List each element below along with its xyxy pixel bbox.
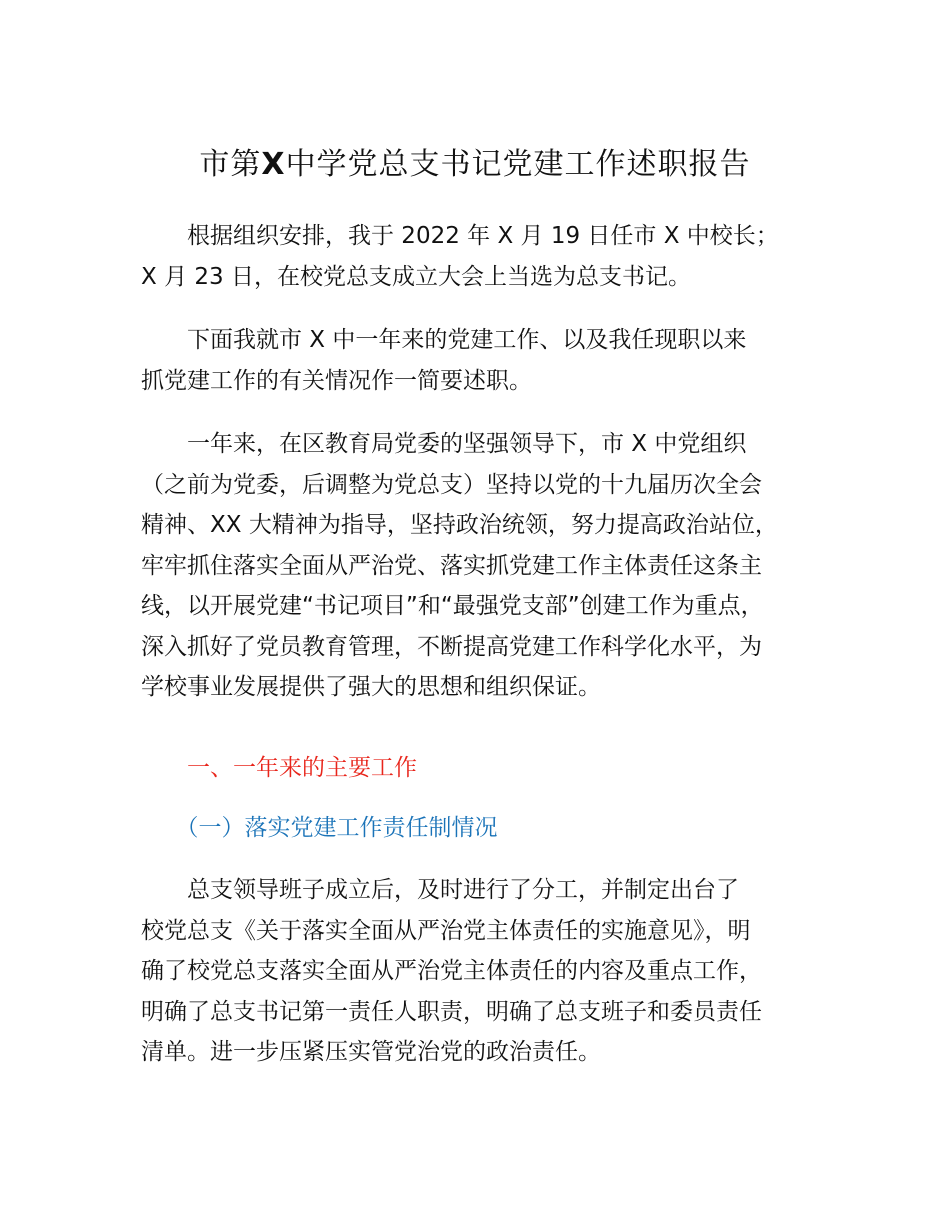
title-prefix: 市第 (199, 147, 262, 182)
paragraph-appointment: 根据组织安排，我于 2022 年 X 月 19 日任市 X 中校长； X 月 23 日，在校党总支成立大会上当选为总支书记。 (141, 223, 779, 290)
section-heading-1: 一、一年来的主要工作 (141, 755, 417, 781)
paragraph-responsibility: 总支领导班子成立后，及时进行了分工，并制定出台了 校党总支《关于落实全面从严治党主体责任的实施意见》，明 确了校党总支落实全面从严治党主体责任的内容及重点工作， 明确了总支书记第一责任人职责，明确了总支班子和委员责任 清单。进一步压紧压实管党治党的政治责任。 (141, 877, 762, 1065)
document-title (0, 140, 950, 190)
title-bold-x: X (261, 147, 286, 182)
paragraph-summary: 一年来，在区教育局党委的坚强领导下，市 X 中党组织 （之前为党委，后调整为党总支）坚持以党的十九届历次全会 精神、XX 大精神为指导，坚持政治统领，努力提高政治站位， 牢牢抓住落实全面从严治党、落实抓党建工作主体责任这条主 线，以开展党建“书记项目”和“最强党支部”创建工作为重点， 深入抓好了党员教育管理，不断提高党建工作科学化水平，为 学校事业发展提供了强大的思想和组织保证。 (141, 431, 778, 700)
paragraph-intro: 下面我就市 X 中一年来的党建工作、以及我任现职以来 抓党建工作的有关情况作一简要述职。 (141, 327, 747, 394)
section-heading-2: （一）落实党建工作责任制情况 (141, 815, 498, 841)
title-suffix: 中学党总支书记党建工作述职报告 (285, 147, 751, 182)
